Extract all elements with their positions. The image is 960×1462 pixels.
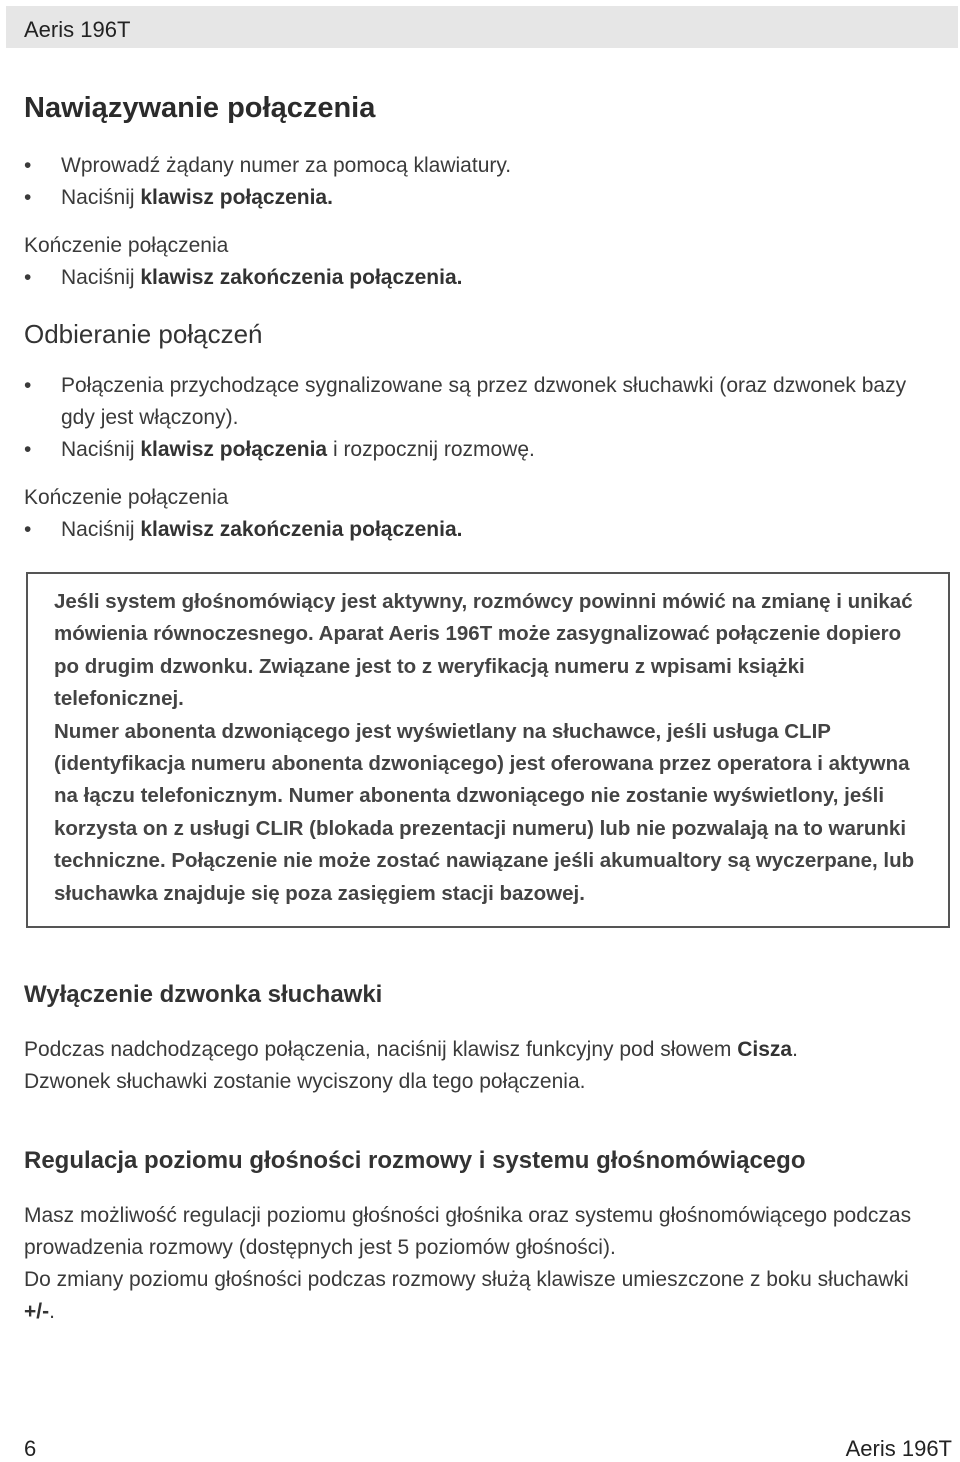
paragraph: Podczas nadchodzącego połączenia, naciśnij klawisz funkcyjny pod słowem Cisza. [24, 1038, 798, 1062]
list-item: • Wprowadź żądany numer za pomocą klawiatury. [24, 150, 944, 182]
header-title: Aeris 196T [24, 17, 131, 42]
page-header [6, 6, 958, 48]
section-title-dialing: Nawiązywanie połączenia [24, 92, 376, 124]
section-title-mute-ringer: Wyłączenie dzwonka słuchawki [24, 981, 383, 1009]
subheading-end-call: Kończenie połączenia [24, 234, 229, 257]
list-item: • Naciśnij klawisz połączenia i rozpocznij rozmowę. [24, 434, 944, 466]
footer-product: Aeris 196T [845, 1436, 952, 1461]
paragraph: Dzwonek słuchawki zostanie wyciszony dla tego połączenia. [24, 1070, 586, 1094]
page-number: 6 [24, 1436, 37, 1461]
list-item: • Naciśnij klawisz zakończenia połączenia. [24, 514, 944, 546]
end-call-list [24, 262, 944, 294]
receiving-list [24, 370, 944, 466]
list-item: • Połączenia przychodzące sygnalizowane są przez dzwonek słuchawki (oraz dzwonek bazy gdy jest włączony). [24, 370, 944, 434]
list-item: • Naciśnij klawisz zakończenia połączenia. [24, 262, 944, 294]
section-title-receiving: Odbieranie połączeń [24, 319, 263, 349]
subheading-end-call: Kończenie połączenia [24, 486, 229, 509]
dialing-list [24, 150, 944, 214]
page-content [24, 88, 944, 1328]
notice-paragraph: Numer abonenta dzwoniącego jest wyświetlany na słuchawce, jeśli usługa CLIP (identyfikacja numeru abonenta dzwoniącego) jest oferowana przez operatora i aktywna na łączu telefonicznym. Numer abonenta dzwoniącego nie zostanie wyświetlony, jeśli korzysta on z usługi CLIR (blokada prezentacji numeru) lub nie pozwalają na to warunki techniczne. Połączenie nie może zostać nawiązane jeśli akumualtory są wyczerpane, lub słuchawka znajduje się poza zasięgiem stacji bazowej. [54, 719, 915, 905]
paragraph: Masz możliwość regulacji poziomu głośności głośnika oraz systemu głośnomówiącego podczas prowadzenia rozmowy (dostępnych jest 5 poziomów głośności). [24, 1204, 912, 1260]
notice-paragraph: Jeśli system głośnomówiący jest aktywny, rozmówcy powinni mówić na zmianę i unikać mówienia równoczesnego. Aparat Aeris 196T może zasygnalizować połączenie dopiero po drugim dzwonku. Związane jest to z weryfikacją numeru z wpisami książki telefonicznej. [54, 590, 913, 711]
paragraph: Do zmiany poziomu głośności podczas rozmowy służą klawisze umieszczone z boku słuchawki +/-. [24, 1268, 909, 1324]
list-item: • Naciśnij klawisz połączenia. [24, 182, 944, 214]
section-title-volume: Regulacja poziomu głośności rozmowy i systemu głośnomówiącego [24, 1147, 806, 1175]
notice-box [26, 572, 950, 928]
end-call-list [24, 514, 944, 546]
